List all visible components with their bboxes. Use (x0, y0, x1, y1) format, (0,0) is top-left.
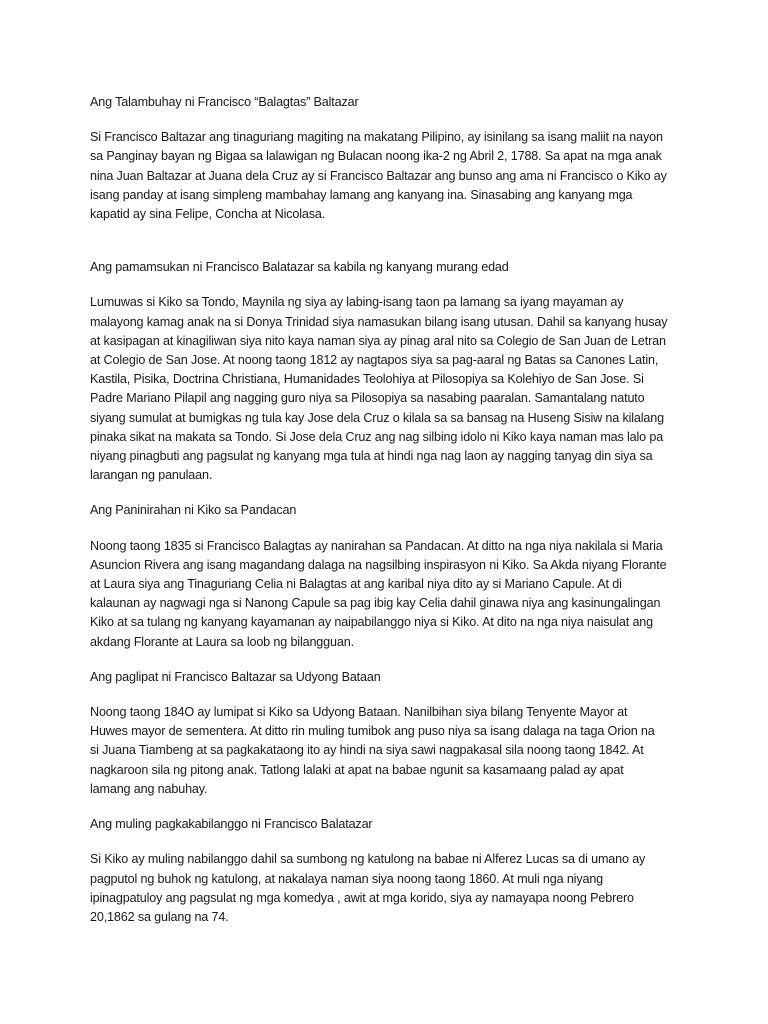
section-spacer (90, 240, 688, 258)
section-body-paglipat: Noong taong 184O ay lumipat si Kiko sa Udyong Bataan. Nanilbihan siya bilang Tenyente Mayor at Huwes mayor de sementera. At ditto rin muling tumibok ang puso niya sa isang dalaga na taga Orion na si Juana Tiambeng at sa pagkakataong ito ay hindi na siya sawi nagpakasal sila noong taong 1842. At nagkaroon sila ng pitong anak. Tatlong lalaki at apat na babae ngunit sa kasamaang palad ay apat lamang ang nabuhay. (90, 705, 655, 796)
section-heading-pagkakabilanggo: Ang muling pagkakabilanggo ni Francisco Balatazar (90, 817, 373, 832)
section-heading-pamamasukan: Ang pamamsukan ni Francisco Balatazar sa kabila ng kanyang murang edad (90, 260, 509, 275)
section-body-paninirahan: Noong taong 1835 si Francisco Balagtas ay nanirahan sa Pandacan. At ditto na nga niya nakilala si Maria Asuncion Rivera ang isang magandang dalaga na nagsilbing inspirasyon ni Kiko. Sa Akda niyang Florante at Laura siya ang Tinaguriang Celia ni Balagtas at ang karibal niya dito ay si Mariano Capule. At di kalaunan ay nagwagi nga si Nanong Capule sa pag ibig kay Celia dahil ginawa niya ang kasinungalingan Kiko at sa tulang ng kanyang kayamanan ay naipabilanggo niya si Kiko. At dito na nga niya naisulat ang akdang Florante at Laura sa loob ng bilangguan. (90, 538, 667, 649)
document-title: Ang Talambuhay ni Francisco “Balagtas” Baltazar (90, 95, 359, 109)
section-heading-paninirahan: Ang Paninirahan ni Kiko sa Pandacan (90, 503, 297, 518)
section-body-pagkakabilanggo: Si Kiko ay muling nabilanggo dahil sa sumbong ng katulong na babae ni Alferez Lucas sa di umano ay pagputol ng buhok ng katulong, at nakalaya naman siya noong taong 1860. At muli nga niyang ipinagpatuloy ang pagsulat ng mga komedya , awit at mga korido, siya ay namayapa noong Pebrero 20,1862 sa gulang na 74. (90, 852, 646, 924)
section-body-pamamasukan: Lumuwas si Kiko sa Tondo, Maynila ng siya ay labing-isang taon pa lamang sa iyang mayaman ay malayong kamag anak na si Donya Trinidad siya namasukan bilang isang utusan. Dahil sa kanyang husay at kasipagan at kinagiliwan siya nito kaya naman siya ay pinag aral nito sa Colegio de San Juan de Letran at Colegio de San Jose. At noong taong 1812 ay nagtapos siya sa pag-aaral ng Batas sa Canones Latin, Kastila, Pisika, Doctrina Christiana, Humanidades Teolohiya at Pilosopiya sa Kolehiyo de San Jose. Si Padre Mariano Pilapil ang nagging guro niya sa Pilosopiya sa nasabing paaralan. Samantalang natuto siyang sumulat at bumigkas ng tula kay Jose dela Cruz o kilala sa sa bansag na Huseng Sisiw na kilalang pinaka sikat na makata sa Tondo. Si Jose dela Cruz ang nag silbing idolo ni Kiko kaya naman mas lalo pa niyang pinagbuti ang pagsulat ng kanyang mga tula at hindi nga nag laon ay nagging tanyag din siya sa larangan ng panulaan. (90, 295, 668, 483)
section-heading-paglipat: Ang paglipat ni Francisco Baltazar sa Udyong Bataan (90, 669, 381, 684)
intro-paragraph: Si Francisco Baltazar ang tinaguriang magiting na makatang Pilipino, ay isinilang sa isang maliit na nayon sa Panginay bayan ng Bigaa sa lalawigan ng Bulacan noong ika-2 ng Abril 2, 1788. Sa apat na mga anak nina Juan Baltazar at Juana dela Cruz ay si Francisco Baltazar ang bunso ang ama ni Francisco o Kiko ay isang panday at isang simpleng mambahay lamang ang kanyang ina. Sinasabing ang kanyang mga kapatid ay sina Felipe, Concha at Nicolasa. (90, 130, 667, 222)
